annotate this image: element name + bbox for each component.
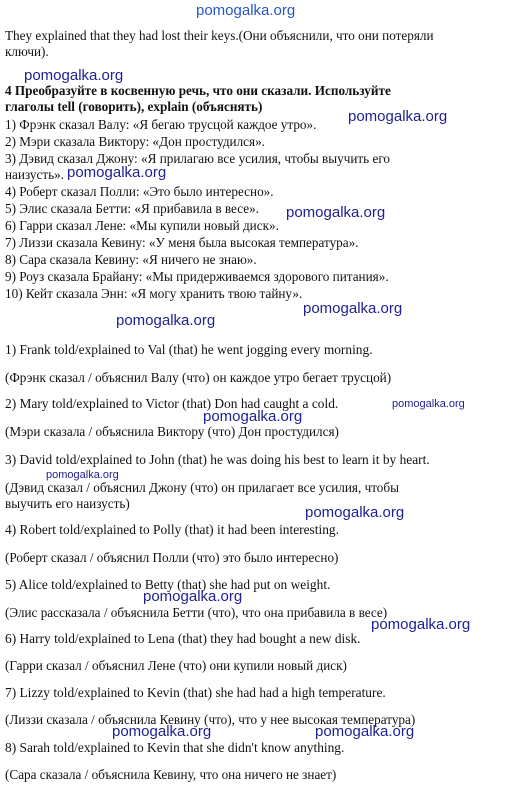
task-heading-line-2: глаголы tell (говорить), explain (объяснять) — [5, 99, 263, 114]
answer-en: 2) Mary told/explained to Victor (that) Don had caught a cold. — [5, 396, 339, 411]
watermark: pomogalka.org — [348, 108, 448, 125]
task-item: 8) Сара сказала Кевину: «Я ничего не знаю». — [5, 252, 257, 267]
answer-en: 5) Alice told/explained to Betty (that) she had put on weight. — [5, 577, 331, 592]
task-item: 7) Лиззи сказала Кевину: «У меня была высокая температура». — [5, 235, 359, 250]
answer-ru: (Гарри сказал / объяснил Лене (что) они купили новый диск) — [5, 658, 347, 673]
task-heading-line-1: 4 Преобразуйте в косвенную речь, что они сказали. Используйте — [5, 83, 391, 98]
watermark: pomogalka.org — [46, 469, 119, 481]
watermark: pomogalka.org — [67, 164, 167, 181]
watermark: pomogalka.org — [303, 300, 403, 317]
answer-en: 1) Frank told/explained to Val (that) he went jogging every morning. — [5, 342, 373, 357]
watermark: pomogalka.org — [286, 204, 386, 221]
task-item: 5) Элис сказала Бетти: «Я прибавила в весе». — [5, 201, 259, 216]
task-item: 2) Мэри сказала Виктору: «Дон простудился». — [5, 134, 265, 149]
task-item: 3) Дэвид сказал Джону: «Я прилагаю все усилия, чтобы выучить его — [5, 151, 391, 166]
answer-ru: (Лиззи сказала / объяснила Кевину (что), что у нее высокая температура) — [5, 712, 416, 727]
task-item: 1) Фрэнк сказал Валу: «Я бегаю трусцой каждое утро». — [5, 117, 317, 132]
intro-line-2: ключи). — [5, 44, 49, 59]
watermark: pomogalka.org — [392, 398, 465, 410]
watermark: pomogalka.org — [203, 408, 303, 425]
answer-en: 8) Sarah told/explained to Kevin that she didn't know anything. — [5, 740, 345, 755]
intro-line-1: They explained that they had lost their keys.(Они объяснили, что они потеряли — [5, 28, 434, 43]
answer-ru: выучить его наизусть) — [5, 496, 130, 511]
answer-ru: (Дэвид сказал / объяснил Джону (что) он прилагает все усилия, чтобы — [5, 480, 399, 495]
answer-ru: (Мэри сказала / объяснила Виктору (что) Дон простудился) — [5, 424, 339, 439]
task-item: 4) Роберт сказал Полли: «Это было интересно». — [5, 184, 274, 199]
answer-ru: (Сара сказала / объяснила Кевину, что она ничего не знает) — [5, 767, 337, 782]
watermark-top: pomogalka.org — [196, 2, 296, 19]
answer-ru: (Фрэнк сказал / объяснил Валу (что) он каждое утро бегает трусцой) — [5, 370, 392, 385]
answer-en: 7) Lizzy told/explained to Kevin (that) she had had a high temperature. — [5, 685, 386, 700]
task-item: 9) Роуз сказала Брайану: «Мы придерживаемся здорового питания». — [5, 269, 389, 284]
answer-ru: (Элис рассказала / объяснила Бетти (что), что она прибавила в весе) — [5, 605, 388, 620]
watermark: pomogalka.org — [24, 67, 124, 84]
answer-en: 4) Robert told/explained to Polly (that) it had been interesting. — [5, 522, 339, 537]
watermark: pomogalka.org — [315, 723, 415, 740]
watermark: pomogalka.org — [112, 723, 212, 740]
watermark: pomogalka.org — [116, 312, 216, 329]
watermark: pomogalka.org — [143, 588, 243, 605]
watermark: pomogalka.org — [371, 616, 471, 633]
task-item: 6) Гарри сказал Лене: «Мы купили новый диск». — [5, 218, 279, 233]
answer-en: 3) David told/explained to John (that) he was doing his best to learn it by heart. — [5, 452, 430, 467]
answer-ru: (Роберт сказал / объяснил Полли (что) это было интересно) — [5, 550, 339, 565]
task-item: наизусть». — [5, 167, 65, 182]
task-item: 10) Кейт сказала Энн: «Я могу хранить твою тайну». — [5, 286, 303, 301]
answer-en: 6) Harry told/explained to Lena (that) they had bought a new disk. — [5, 631, 361, 646]
watermark: pomogalka.org — [305, 504, 405, 521]
